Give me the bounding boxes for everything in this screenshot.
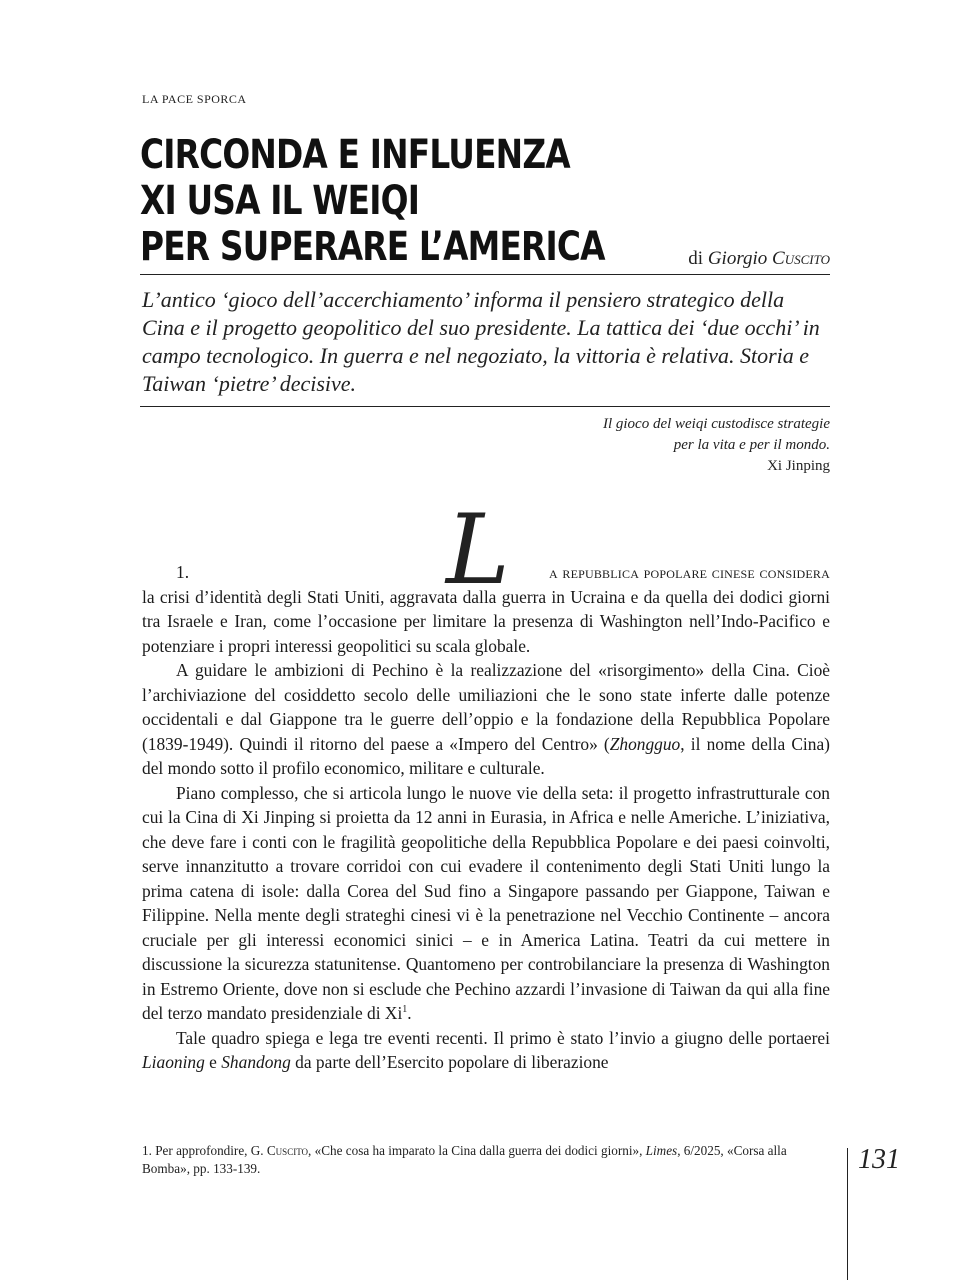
title-line-1: CIRCONDA E INFLUENZA bbox=[140, 132, 570, 178]
epigraph-line-2: per la vita e per il mondo. bbox=[673, 437, 830, 453]
title-line-3: PER SUPERARE L’AMERICA bbox=[140, 224, 605, 270]
running-head: LA PACE SPORCA bbox=[142, 92, 247, 106]
title-rule bbox=[140, 274, 830, 275]
article-body bbox=[142, 560, 830, 1075]
drop-cap: L bbox=[446, 494, 510, 606]
footnote-ref[interactable]: 1 bbox=[402, 1004, 408, 1016]
byline bbox=[688, 248, 830, 270]
paragraph-1: la crisi d’identità degli Stati Uniti, aggravata dalla guerra in Ucraina e da quella dei dodici giorni tra Israele e Iran, come l’occasione per limitare la presenza di Washington nell’Indo-Pacifico e potenziare i propri interessi geopolitici su scala globale. bbox=[142, 586, 830, 656]
epigraph-author: Xi Jinping bbox=[767, 458, 830, 474]
epigraph bbox=[510, 414, 830, 477]
paragraph-2: A guidare le ambizioni di Pechino è la realizzazione del «risorgimento» della Cina. Cioè l’archiviazione del cosiddetto secolo delle umiliazioni che le sono state inferte dalle potenze occidentali e dal Giappone tra le guerre dell’oppio e la fondazione della Repubblica Popolare (1839-1949). Quindi il ritorno del paese a «Impero del Centro» (Zhongguo, il nome della Cina) del mondo sotto il profilo economico, militare e culturale. bbox=[142, 660, 830, 778]
byline-prefix: di bbox=[688, 248, 704, 269]
opening-line bbox=[142, 560, 830, 585]
subtitle: L’antico ‘gioco dell’accerchiamento’ informa il pensiero strategico della Cina e il progetto geopolitico del suo presidente. La tattica dei ‘due occhi’ in campo tecnologico. In guerra e nel negoziato, la vittoria è relativa. Storia e Taiwan ‘pietre’ decisive. bbox=[142, 287, 820, 396]
author-first-name: Giorgio bbox=[707, 248, 768, 269]
footnote: 1. Per approfondire, G. Cuscito, «Che cosa ha imparato la Cina dalla guerra dei dodici giorni», Limes, 6/2025, «Corsa alla Bomba», pp. 133-139. bbox=[142, 1143, 787, 1176]
section-number: 1. bbox=[176, 562, 190, 582]
paragraph-3: Piano complesso, che si articola lungo le nuove vie della seta: il progetto infrastrutturale con cui la Cina di Xi Jinping si proietta da 12 anni in Eurasia, in Africa e nelle Americhe. L’iniziativa, che deve fare i conti con le fragilità geopolitiche della Repubblica Popolare e dei paesi coinvolti, serve innanzitutto a trovare corridoi con cui evadere il contenimento degli Stati Uniti lungo la prima catena di isole: dalla Corea del Sud fino a Singapore passando per Giappone, Taiwan e Filippine. Nella mente degli strateghi cinesi vi è la penetrazione nel Vecchio Continente – ancora cruciale per gli interessi economici sinici – e in America Latina. Teatri da cui mettere in discussione la sicurezza statunitense. Quantomeno per controbilanciare la presenza di Washington in Estremo Oriente, dove non si esclude che Pechino azzardi l’invasione di Taiwan da qui alla fine del terzo mandato presidenziale di Xi$^1$. bbox=[142, 782, 830, 1023]
author-surname: Cuscito bbox=[772, 248, 830, 269]
title-line-2: XI USA IL WEIQI bbox=[140, 178, 420, 224]
opening-small-caps: a repubblica popolare cinese considera bbox=[548, 562, 830, 582]
subtitle-rule bbox=[140, 406, 830, 407]
page-number-rule bbox=[847, 1148, 848, 1280]
page-number: 131 bbox=[858, 1144, 900, 1175]
epigraph-line-1: Il gioco del weiqi custodisce strategie bbox=[602, 416, 830, 432]
paragraph-4: Tale quadro spiega e lega tre eventi recenti. Il primo è stato l’invio a giugno delle portaerei Liaoning e Shandong da parte dell’Esercito popolare di liberazione bbox=[142, 1027, 830, 1072]
